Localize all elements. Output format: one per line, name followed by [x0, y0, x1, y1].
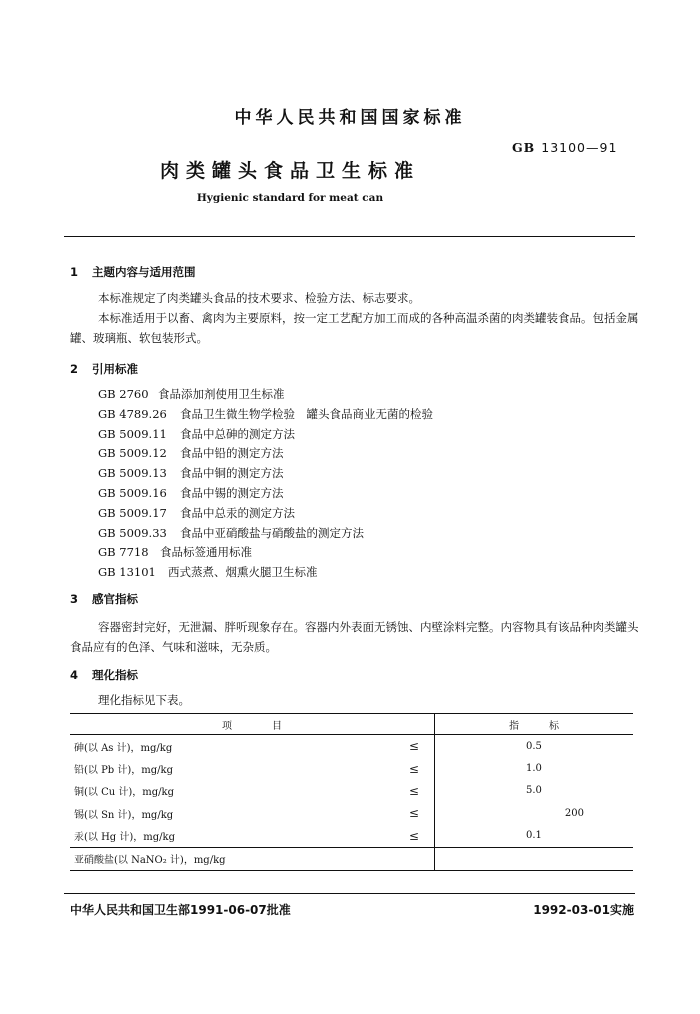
standard-code: [512, 140, 617, 155]
section-heading-2: [70, 361, 138, 377]
reference-title: 食品中总砷的测定方法: [180, 426, 295, 441]
limit-value: 5.0: [526, 785, 542, 797]
standard-number: 13100—91: [541, 140, 618, 155]
limit-value: 0.1: [526, 830, 542, 842]
table-row: [70, 802, 633, 824]
reference-code: GB 5009.17: [98, 505, 167, 520]
reference-title: 食品标签通用标准: [160, 545, 252, 560]
approval-text: 中华人民共和国卫生部1991-06-07批准: [70, 903, 291, 917]
reference-item: [98, 444, 433, 464]
reference-item: [98, 385, 433, 405]
footer-divider: [64, 893, 635, 894]
reference-title: 食品中铅的测定方法: [180, 446, 284, 461]
relation: ≤: [394, 780, 435, 802]
reference-item: [98, 405, 433, 425]
section-number: 4: [70, 668, 79, 682]
reference-code: GB 4789.26: [98, 406, 167, 421]
relation: [394, 847, 435, 870]
section-title: 主题内容与适用范围: [92, 265, 196, 279]
reference-code: GB 13101: [98, 565, 156, 580]
header-value: 指 标: [434, 714, 633, 735]
paragraph: 容器密封完好，无泄漏、胖听现象存在。容器内外表面无锈蚀、内壁涂料完整。内容物具有该品种肉类罐头食品应有的色泽、气味和滋味，无杂质。: [70, 620, 639, 654]
standard-prefix: GB: [512, 140, 536, 155]
section-title: 引用标准: [92, 362, 138, 376]
header-item: 项 目: [70, 714, 434, 735]
english-title: Hygienic standard for meat can: [196, 192, 384, 204]
reference-item: [98, 425, 433, 445]
reference-code: GB 2760: [98, 387, 149, 401]
item-name: 汞(以 Hg 计)，mg/kg: [74, 832, 175, 844]
reference-title: 西式蒸煮、烟熏火腿卫生标准: [168, 565, 318, 580]
reference-item: [98, 464, 433, 484]
paragraph: 本标准适用于以畜、禽肉为主要原料，按一定工艺配方加工而成的各种高温杀菌的肉类罐装食品。包括金属罐、玻璃瓶、软包装形式。: [70, 311, 639, 345]
reference-item: [98, 563, 433, 583]
section-heading-4: [70, 667, 138, 683]
table-header-row: [70, 714, 633, 735]
section-1-body: [70, 288, 640, 348]
header-divider: [64, 236, 635, 237]
reference-title: 食品添加剂使用卫生标准: [158, 387, 285, 401]
reference-item: [98, 524, 433, 544]
document-title: 肉类罐头食品卫生标准: [159, 160, 420, 182]
paragraph: 本标准规定了肉类罐头食品的技术要求、检验方法、标志要求。: [98, 291, 420, 305]
reference-item: [98, 543, 433, 563]
section-3-body: [70, 617, 640, 657]
table-row: [70, 757, 633, 779]
reference-code: GB 5009.33: [98, 525, 167, 540]
reference-title: 食品中锡的测定方法: [180, 485, 284, 500]
section-title: 感官指标: [92, 592, 138, 606]
table-row: [70, 847, 633, 870]
item-name: 亚硝酸盐(以 NaNO₂ 计)，mg/kg: [70, 847, 394, 870]
reference-list: [98, 385, 433, 583]
section-4-body: [70, 690, 640, 710]
table-row: [70, 735, 633, 758]
item-name: 砷(以 As 计)，mg/kg: [74, 742, 173, 754]
limit-value: 200: [564, 807, 584, 819]
relation: ≤: [394, 802, 435, 824]
item-name: 锡(以 Sn 计)，mg/kg: [74, 809, 174, 821]
table-row: [70, 825, 633, 848]
issuing-organization: 中华人民共和国国家标准: [234, 108, 466, 128]
item-name: 铜(以 Cu 计)，mg/kg: [74, 787, 174, 799]
relation: ≤: [394, 757, 435, 779]
reference-code: GB 5009.11: [98, 426, 167, 441]
section-number: 3: [70, 592, 79, 606]
limit-value: 0.5: [526, 740, 542, 752]
relation: ≤: [394, 735, 435, 758]
limit-value: 1.0: [526, 763, 542, 775]
item-name: 铅(以 Pb 计)，mg/kg: [74, 765, 174, 777]
reference-code: GB 5009.12: [98, 446, 167, 461]
table-row: [70, 780, 633, 802]
section-heading-1: [70, 264, 196, 280]
implementation-date: 1992-03-01实施: [533, 903, 634, 917]
reference-code: GB 5009.16: [98, 485, 167, 500]
physicochemical-table: [70, 713, 633, 871]
limit-value: [434, 847, 633, 870]
reference-title: 食品中铜的测定方法: [180, 466, 284, 481]
section-number: 2: [70, 362, 79, 376]
section-heading-3: [70, 591, 138, 607]
reference-item: [98, 484, 433, 504]
reference-title: 食品中总汞的测定方法: [180, 505, 295, 520]
relation: ≤: [394, 825, 435, 848]
reference-code: GB 7718: [98, 545, 149, 560]
section-number: 1: [70, 265, 79, 279]
reference-item: [98, 504, 433, 524]
reference-title: 食品卫生微生物学检验 罐头食品商业无菌的检验: [180, 406, 433, 421]
section-title: 理化指标: [92, 668, 138, 682]
table-intro: 理化指标见下表。: [98, 693, 190, 707]
reference-title: 食品中亚硝酸盐与硝酸盐的测定方法: [180, 525, 364, 540]
reference-code: GB 5009.13: [98, 466, 167, 481]
